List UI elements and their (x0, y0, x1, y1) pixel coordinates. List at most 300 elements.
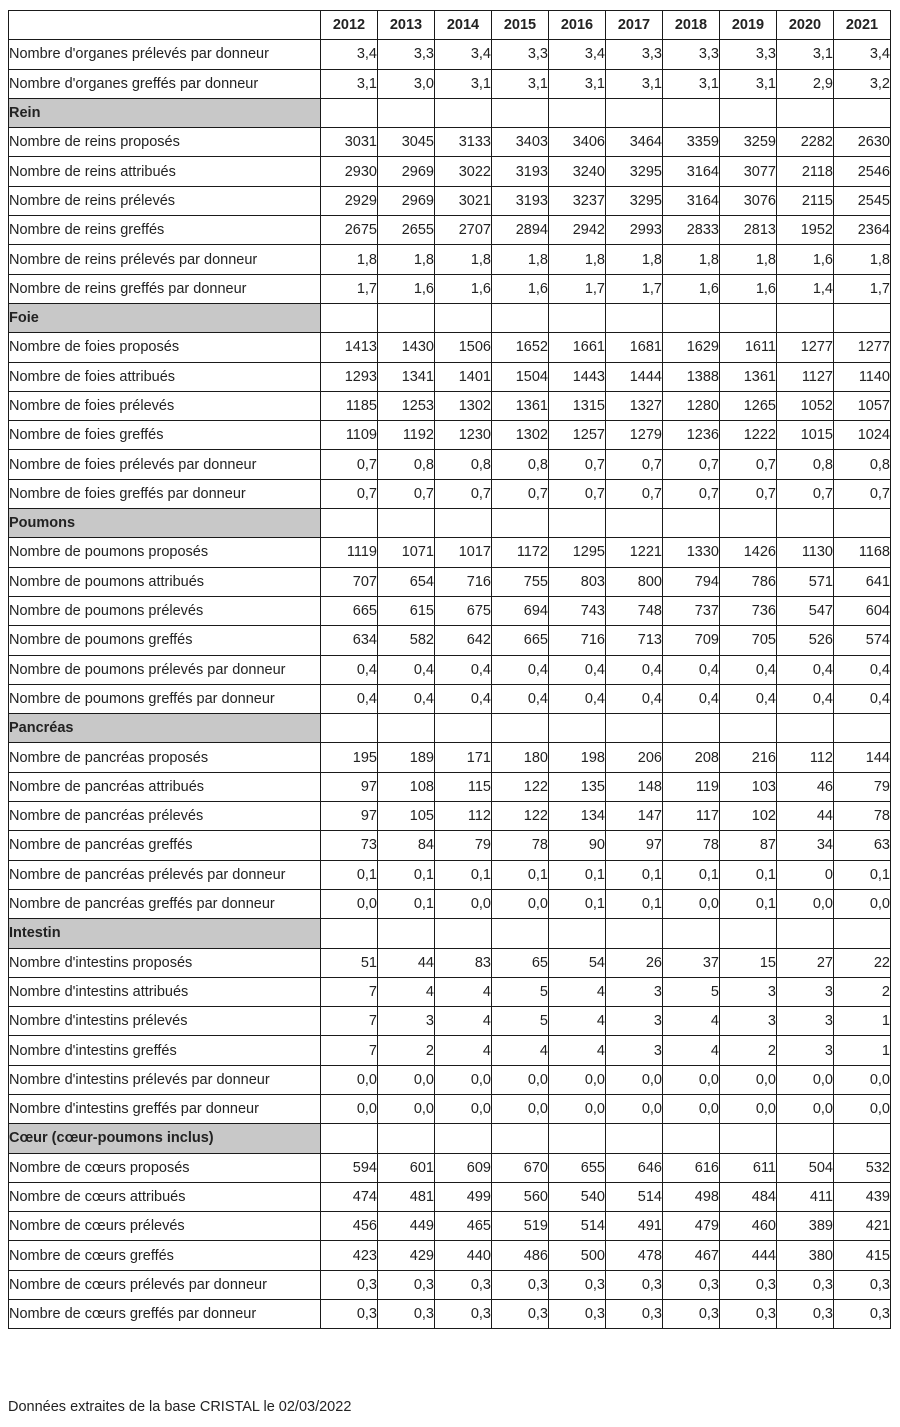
row-label: Nombre de cœurs proposés (9, 1153, 321, 1182)
value-cell: 1185 (321, 391, 378, 420)
value-cell: 0,4 (378, 684, 435, 713)
row-label: Nombre de reins proposés (9, 128, 321, 157)
value-cell: 3,3 (720, 40, 777, 69)
row-label: Nombre de cœurs attribués (9, 1182, 321, 1211)
value-cell: 4 (378, 977, 435, 1006)
value-cell: 3359 (663, 128, 720, 157)
value-cell: 4 (663, 1036, 720, 1065)
value-cell: 0,7 (663, 450, 720, 479)
value-cell: 189 (378, 743, 435, 772)
value-cell: 499 (435, 1182, 492, 1211)
value-cell: 26 (606, 948, 663, 977)
value-cell: 1,6 (435, 274, 492, 303)
value-cell: 743 (549, 596, 606, 625)
value-cell: 0,3 (834, 1270, 891, 1299)
value-cell: 0,4 (606, 684, 663, 713)
empty-cell (378, 919, 435, 948)
table-row (9, 450, 891, 479)
source-note: Données extraites de la base CRISTAL le 02/03/2022 (8, 1399, 352, 1415)
value-cell: 0,4 (492, 655, 549, 684)
value-cell: 1629 (663, 333, 720, 362)
empty-cell (549, 919, 606, 948)
value-cell: 0,0 (663, 889, 720, 918)
value-cell: 3,4 (834, 40, 891, 69)
value-cell: 0,3 (606, 1300, 663, 1329)
value-cell: 0,0 (321, 889, 378, 918)
value-cell: 0,0 (777, 1065, 834, 1094)
value-cell: 112 (435, 802, 492, 831)
value-cell: 2894 (492, 216, 549, 245)
value-cell: 440 (435, 1241, 492, 1270)
value-cell: 1140 (834, 362, 891, 391)
data-table (8, 10, 891, 1329)
row-label: Nombre de foies greffés (9, 421, 321, 450)
value-cell: 1341 (378, 362, 435, 391)
value-cell: 180 (492, 743, 549, 772)
value-cell: 615 (378, 596, 435, 625)
value-cell: 1504 (492, 362, 549, 391)
header-corner-cell (9, 11, 321, 40)
value-cell: 1293 (321, 362, 378, 391)
value-cell: 1257 (549, 421, 606, 450)
value-cell: 0,1 (720, 889, 777, 918)
value-cell: 1 (834, 1007, 891, 1036)
empty-cell (663, 98, 720, 127)
value-cell: 500 (549, 1241, 606, 1270)
value-cell: 604 (834, 596, 891, 625)
value-cell: 0,1 (492, 860, 549, 889)
value-cell: 0 (777, 860, 834, 889)
year-header-2015: 2015 (492, 11, 549, 40)
value-cell: 2930 (321, 157, 378, 186)
value-cell: 1,8 (378, 245, 435, 274)
value-cell: 87 (720, 831, 777, 860)
empty-cell (549, 303, 606, 332)
row-label: Nombre de pancréas greffés (9, 831, 321, 860)
table-row (9, 157, 891, 186)
value-cell: 1,8 (435, 245, 492, 274)
row-label: Nombre de poumons proposés (9, 538, 321, 567)
value-cell: 1,8 (549, 245, 606, 274)
value-cell: 3193 (492, 157, 549, 186)
value-cell: 1279 (606, 421, 663, 450)
value-cell: 0,0 (606, 1094, 663, 1123)
value-cell: 78 (492, 831, 549, 860)
value-cell: 456 (321, 1212, 378, 1241)
empty-cell (663, 509, 720, 538)
value-cell: 0,7 (834, 479, 891, 508)
value-cell: 1443 (549, 362, 606, 391)
value-cell: 582 (378, 626, 435, 655)
value-cell: 540 (549, 1182, 606, 1211)
table-header (9, 11, 891, 40)
value-cell: 0,0 (549, 1094, 606, 1123)
value-cell: 2993 (606, 216, 663, 245)
row-label: Nombre d'organes prélevés par donneur (9, 40, 321, 69)
empty-cell (606, 919, 663, 948)
value-cell: 474 (321, 1182, 378, 1211)
table-row (9, 538, 891, 567)
value-cell: 1130 (777, 538, 834, 567)
value-cell: 0,1 (834, 860, 891, 889)
empty-cell (777, 98, 834, 127)
value-cell: 4 (435, 977, 492, 1006)
value-cell: 0,4 (492, 684, 549, 713)
value-cell: 609 (435, 1153, 492, 1182)
value-cell: 0,4 (321, 655, 378, 684)
value-cell: 642 (435, 626, 492, 655)
value-cell: 0,0 (321, 1065, 378, 1094)
value-cell: 0,4 (321, 684, 378, 713)
value-cell: 460 (720, 1212, 777, 1241)
value-cell: 0,4 (834, 655, 891, 684)
value-cell: 1221 (606, 538, 663, 567)
value-cell: 0,4 (777, 655, 834, 684)
row-label: Nombre d'intestins prélevés (9, 1007, 321, 1036)
value-cell: 0,0 (378, 1065, 435, 1094)
value-cell: 3021 (435, 186, 492, 215)
value-cell: 1277 (777, 333, 834, 362)
value-cell: 5 (492, 1007, 549, 1036)
empty-cell (378, 98, 435, 127)
value-cell: 63 (834, 831, 891, 860)
row-label: Nombre de pancréas prélevés par donneur (9, 860, 321, 889)
value-cell: 1661 (549, 333, 606, 362)
value-cell: 3,1 (720, 69, 777, 98)
value-cell: 547 (777, 596, 834, 625)
empty-cell (549, 714, 606, 743)
row-label: Nombre de foies prélevés (9, 391, 321, 420)
table-row (9, 802, 891, 831)
empty-cell (435, 303, 492, 332)
row-label: Nombre d'intestins greffés (9, 1036, 321, 1065)
table-row (9, 743, 891, 772)
value-cell: 1172 (492, 538, 549, 567)
value-cell: 3076 (720, 186, 777, 215)
value-cell: 705 (720, 626, 777, 655)
value-cell: 0,8 (435, 450, 492, 479)
value-cell: 97 (606, 831, 663, 860)
table-row (9, 245, 891, 274)
row-label: Nombre de foies attribués (9, 362, 321, 391)
table-row (9, 1007, 891, 1036)
value-cell: 748 (606, 596, 663, 625)
value-cell: 2 (378, 1036, 435, 1065)
value-cell: 1277 (834, 333, 891, 362)
value-cell: 1,7 (834, 274, 891, 303)
row-label: Nombre d'intestins prélevés par donneur (9, 1065, 321, 1094)
value-cell: 44 (777, 802, 834, 831)
value-cell: 601 (378, 1153, 435, 1182)
value-cell: 2929 (321, 186, 378, 215)
table-row (9, 948, 891, 977)
value-cell: 3 (777, 977, 834, 1006)
value-cell: 594 (321, 1153, 378, 1182)
row-label: Nombre d'intestins attribués (9, 977, 321, 1006)
value-cell: 2 (834, 977, 891, 1006)
value-cell: 3403 (492, 128, 549, 157)
empty-cell (720, 303, 777, 332)
value-cell: 3,0 (378, 69, 435, 98)
value-cell: 135 (549, 772, 606, 801)
empty-cell (834, 714, 891, 743)
value-cell: 2545 (834, 186, 891, 215)
value-cell: 1024 (834, 421, 891, 450)
value-cell: 0,4 (606, 655, 663, 684)
value-cell: 7 (321, 1036, 378, 1065)
section-title: Rein (9, 98, 321, 127)
table-row (9, 626, 891, 655)
value-cell: 37 (663, 948, 720, 977)
value-cell: 737 (663, 596, 720, 625)
value-cell: 4 (663, 1007, 720, 1036)
section-header-row (9, 509, 891, 538)
row-label: Nombre de pancréas attribués (9, 772, 321, 801)
value-cell: 2655 (378, 216, 435, 245)
section-header-row (9, 303, 891, 332)
value-cell: 2546 (834, 157, 891, 186)
value-cell: 675 (435, 596, 492, 625)
value-cell: 0,0 (834, 1094, 891, 1123)
value-cell: 380 (777, 1241, 834, 1270)
row-label: Nombre de cœurs prélevés par donneur (9, 1270, 321, 1299)
value-cell: 0,7 (435, 479, 492, 508)
value-cell: 0,3 (777, 1270, 834, 1299)
value-cell: 3193 (492, 186, 549, 215)
value-cell: 736 (720, 596, 777, 625)
value-cell: 0,1 (378, 860, 435, 889)
value-cell: 0,3 (435, 1300, 492, 1329)
value-cell: 206 (606, 743, 663, 772)
value-cell: 519 (492, 1212, 549, 1241)
table-row (9, 1036, 891, 1065)
value-cell: 1401 (435, 362, 492, 391)
empty-cell (549, 1124, 606, 1153)
year-header-2012: 2012 (321, 11, 378, 40)
value-cell: 1,6 (663, 274, 720, 303)
value-cell: 1071 (378, 538, 435, 567)
row-label: Nombre de pancréas greffés par donneur (9, 889, 321, 918)
value-cell: 0,3 (435, 1270, 492, 1299)
value-cell: 0,4 (549, 655, 606, 684)
table-row (9, 1212, 891, 1241)
table-row (9, 772, 891, 801)
empty-cell (321, 714, 378, 743)
table-row (9, 274, 891, 303)
value-cell: 3295 (606, 186, 663, 215)
empty-cell (321, 1124, 378, 1153)
empty-cell (720, 98, 777, 127)
value-cell: 0,1 (606, 860, 663, 889)
value-cell: 0,0 (663, 1065, 720, 1094)
table-row (9, 362, 891, 391)
value-cell: 3,1 (606, 69, 663, 98)
year-header-2013: 2013 (378, 11, 435, 40)
value-cell: 0,3 (606, 1270, 663, 1299)
row-label: Nombre de pancréas proposés (9, 743, 321, 772)
value-cell: 1430 (378, 333, 435, 362)
empty-cell (720, 1124, 777, 1153)
empty-cell (720, 919, 777, 948)
value-cell: 560 (492, 1182, 549, 1211)
value-cell: 4 (435, 1007, 492, 1036)
value-cell: 1017 (435, 538, 492, 567)
value-cell: 0,0 (606, 1065, 663, 1094)
table-row (9, 216, 891, 245)
value-cell: 22 (834, 948, 891, 977)
row-label: Nombre de pancréas prélevés (9, 802, 321, 831)
value-cell: 0,0 (834, 889, 891, 918)
value-cell: 3259 (720, 128, 777, 157)
value-cell: 755 (492, 567, 549, 596)
value-cell: 0,1 (378, 889, 435, 918)
value-cell: 3031 (321, 128, 378, 157)
value-cell: 1,4 (777, 274, 834, 303)
row-label: Nombre d'intestins proposés (9, 948, 321, 977)
value-cell: 0,0 (720, 1094, 777, 1123)
empty-cell (492, 509, 549, 538)
value-cell: 0,7 (606, 479, 663, 508)
value-cell: 79 (435, 831, 492, 860)
value-cell: 0,3 (321, 1300, 378, 1329)
value-cell: 0,7 (321, 479, 378, 508)
value-cell: 122 (492, 772, 549, 801)
section-header-row (9, 1124, 891, 1153)
value-cell: 3 (606, 1036, 663, 1065)
table-row (9, 391, 891, 420)
empty-cell (492, 303, 549, 332)
value-cell: 2,9 (777, 69, 834, 98)
value-cell: 0,7 (663, 479, 720, 508)
value-cell: 3022 (435, 157, 492, 186)
value-cell: 3 (777, 1007, 834, 1036)
value-cell: 79 (834, 772, 891, 801)
value-cell: 0,1 (606, 889, 663, 918)
empty-cell (321, 98, 378, 127)
value-cell: 3295 (606, 157, 663, 186)
section-header-row (9, 714, 891, 743)
value-cell: 1236 (663, 421, 720, 450)
value-cell: 0,1 (720, 860, 777, 889)
value-cell: 713 (606, 626, 663, 655)
value-cell: 3,3 (492, 40, 549, 69)
value-cell: 0,4 (720, 655, 777, 684)
value-cell: 526 (777, 626, 834, 655)
value-cell: 616 (663, 1153, 720, 1182)
value-cell: 478 (606, 1241, 663, 1270)
value-cell: 1361 (720, 362, 777, 391)
value-cell: 3464 (606, 128, 663, 157)
value-cell: 2969 (378, 157, 435, 186)
value-cell: 1,6 (720, 274, 777, 303)
row-label: Nombre de cœurs greffés par donneur (9, 1300, 321, 1329)
table-row (9, 1153, 891, 1182)
value-cell: 34 (777, 831, 834, 860)
empty-cell (435, 714, 492, 743)
value-cell: 97 (321, 802, 378, 831)
value-cell: 1330 (663, 538, 720, 567)
value-cell: 148 (606, 772, 663, 801)
value-cell: 1295 (549, 538, 606, 567)
empty-cell (321, 919, 378, 948)
value-cell: 1681 (606, 333, 663, 362)
table-row (9, 333, 891, 362)
value-cell: 102 (720, 802, 777, 831)
value-cell: 147 (606, 802, 663, 831)
value-cell: 44 (378, 948, 435, 977)
empty-cell (435, 1124, 492, 1153)
value-cell: 389 (777, 1212, 834, 1241)
value-cell: 2630 (834, 128, 891, 157)
value-cell: 444 (720, 1241, 777, 1270)
empty-cell (606, 303, 663, 332)
row-label: Nombre de poumons prélevés par donneur (9, 655, 321, 684)
value-cell: 51 (321, 948, 378, 977)
row-label: Nombre de reins greffés par donneur (9, 274, 321, 303)
value-cell: 1,6 (492, 274, 549, 303)
value-cell: 449 (378, 1212, 435, 1241)
value-cell: 3,1 (492, 69, 549, 98)
value-cell: 0,4 (720, 684, 777, 713)
value-cell: 171 (435, 743, 492, 772)
table-row (9, 1270, 891, 1299)
value-cell: 78 (834, 802, 891, 831)
year-header-2021: 2021 (834, 11, 891, 40)
section-header-row (9, 98, 891, 127)
value-cell: 3,3 (378, 40, 435, 69)
value-cell: 0,7 (549, 479, 606, 508)
value-cell: 634 (321, 626, 378, 655)
row-label: Nombre de poumons greffés (9, 626, 321, 655)
value-cell: 0,8 (834, 450, 891, 479)
value-cell: 5 (492, 977, 549, 1006)
value-cell: 1,8 (606, 245, 663, 274)
value-cell: 0,8 (378, 450, 435, 479)
value-cell: 27 (777, 948, 834, 977)
table-row (9, 1182, 891, 1211)
value-cell: 421 (834, 1212, 891, 1241)
table-row (9, 977, 891, 1006)
empty-cell (663, 1124, 720, 1153)
value-cell: 1302 (435, 391, 492, 420)
value-cell: 0,4 (378, 655, 435, 684)
value-cell: 2364 (834, 216, 891, 245)
value-cell: 3133 (435, 128, 492, 157)
value-cell: 0,0 (777, 1094, 834, 1123)
section-title: Cœur (cœur-poumons inclus) (9, 1124, 321, 1153)
value-cell: 1222 (720, 421, 777, 450)
value-cell: 1 (834, 1036, 891, 1065)
value-cell: 0,3 (321, 1270, 378, 1299)
value-cell: 1506 (435, 333, 492, 362)
empty-cell (663, 303, 720, 332)
value-cell: 0,3 (720, 1270, 777, 1299)
value-cell: 84 (378, 831, 435, 860)
empty-cell (435, 919, 492, 948)
value-cell: 0,3 (549, 1270, 606, 1299)
value-cell: 78 (663, 831, 720, 860)
value-cell: 4 (435, 1036, 492, 1065)
section-title: Intestin (9, 919, 321, 948)
value-cell: 65 (492, 948, 549, 977)
value-cell: 198 (549, 743, 606, 772)
value-cell: 1652 (492, 333, 549, 362)
row-label: Nombre de cœurs prélevés (9, 1212, 321, 1241)
value-cell: 3 (606, 1007, 663, 1036)
value-cell: 0,0 (435, 1065, 492, 1094)
value-cell: 786 (720, 567, 777, 596)
value-cell: 611 (720, 1153, 777, 1182)
